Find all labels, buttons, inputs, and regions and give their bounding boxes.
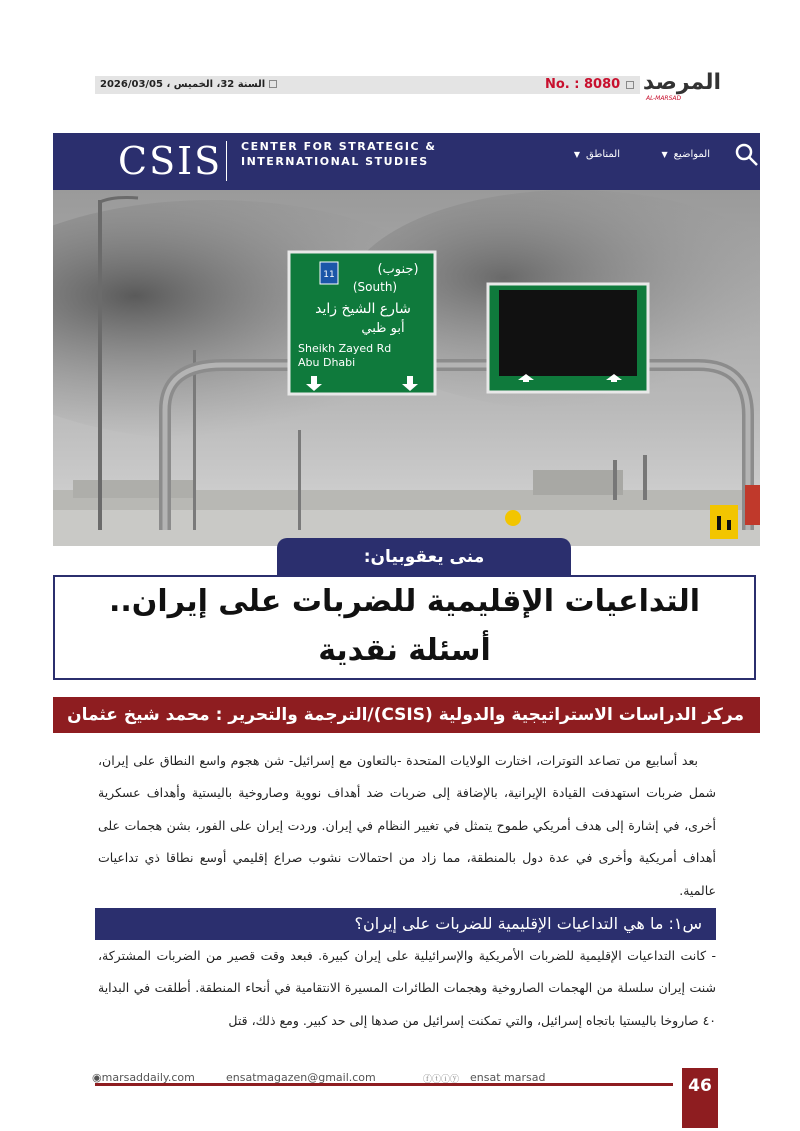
globe-icon: ◉ — [92, 1071, 102, 1084]
article-title-line2: أسئلة نقدية — [318, 633, 491, 668]
article-photo — [53, 190, 760, 546]
social-icons: ⓕⓣⓘⓨ — [423, 1075, 460, 1085]
footer-email[interactable]: ensatmagazen@gmail.com — [226, 1071, 376, 1084]
issue-number: No. : 8080 — [545, 75, 640, 95]
source-banner: مركز الدراسات الاستراتيجية والدولية (CSIS)/الترجمة والتحرير : محمد شيخ عثمان — [53, 697, 760, 733]
author-tab: منى يعقوبيان: — [277, 538, 571, 575]
answer-paragraph: - كانت التداعيات الإقليمية للضربات الأمريكية والإسرائيلية على إيران كبيرة. فبعد وقت قصير من الضربات المشتركة، شنت إيران سلسلة من الهجمات الصاروخية وهجمات الطائرات المسيرة الانتقامية في أنحاء المنطقة. أطلقت في البداية ٤٠ صاروخا باليستيا باتجاه إسرائيل، والتي تمكنت إسرائيل من صدها إلى حد كبير. ومع ذلك، قتل — [98, 948, 716, 1028]
sign-en-direction: (South) — [352, 280, 398, 294]
chevron-down-icon: ▼ — [661, 150, 668, 159]
chevron-down-icon: ▼ — [573, 150, 581, 159]
footer-website[interactable]: ◉marsaddaily.com — [92, 1071, 195, 1084]
csis-logo[interactable]: CSIS — [118, 139, 223, 183]
sign-en-city: Abu Dhabi — [298, 356, 356, 369]
sign-ar-city: أبو ظبي — [361, 321, 405, 336]
intro-paragraph: بعد أسابيع من تصاعد التوترات، اختارت الولايات المتحدة -بالتعاون مع إسرائيل- شن هجوم واسع النطاق على إيران، شمل ضربات استهدفت القيادة الإيرانية، بالإضافة إلى ضربات ضد أهداف نووية وصاروخية باليستية وأهداف عسكرية أخرى، في إشارة إلى هدف أمريكي طموح يتمثل في تغيير النظام في إيران. وردت إيران على الفور، بشن هجمات على أهداف أمريكية وأخرى في عدة دول بالمنطقة، مما زاد من احتمالات نشوب صراع إقليمي أوسع نطاقا ذي تداعيات عالمية. — [98, 753, 716, 898]
article-title-line1: التداعيات الإقليمية للضربات على إيران.. — [108, 584, 701, 619]
nav-topics[interactable]: المواضيع▼ — [661, 149, 710, 160]
sign-ar-road: شارع الشيخ زايد — [315, 301, 411, 317]
footer-social-handle[interactable]: ensat marsad — [470, 1071, 546, 1084]
sign-en-road: Sheikh Zayed Rd — [298, 342, 392, 355]
sign-ar-direction: (جنوب) — [377, 262, 419, 277]
square-bullet-icon — [626, 81, 634, 89]
marsad-logo: المرصد AL-MARSAD — [642, 70, 722, 102]
question-heading: س١: ما هي التداعيات الإقليمية للضربات على إيران؟ — [95, 908, 716, 940]
page-number: 46 — [682, 1068, 718, 1128]
csis-divider — [226, 141, 227, 181]
csis-full-name: CENTER FOR STRATEGIC & INTERNATIONAL STUDIES — [241, 140, 437, 168]
search-icon[interactable] — [734, 142, 760, 168]
masthead-date: السنة 32، الخميس ، 2026/03/05 — [100, 76, 360, 94]
svg-text:11: 11 — [323, 270, 335, 280]
nav-regions[interactable]: المناطق▼ — [573, 149, 620, 160]
square-bullet-icon — [269, 80, 277, 88]
